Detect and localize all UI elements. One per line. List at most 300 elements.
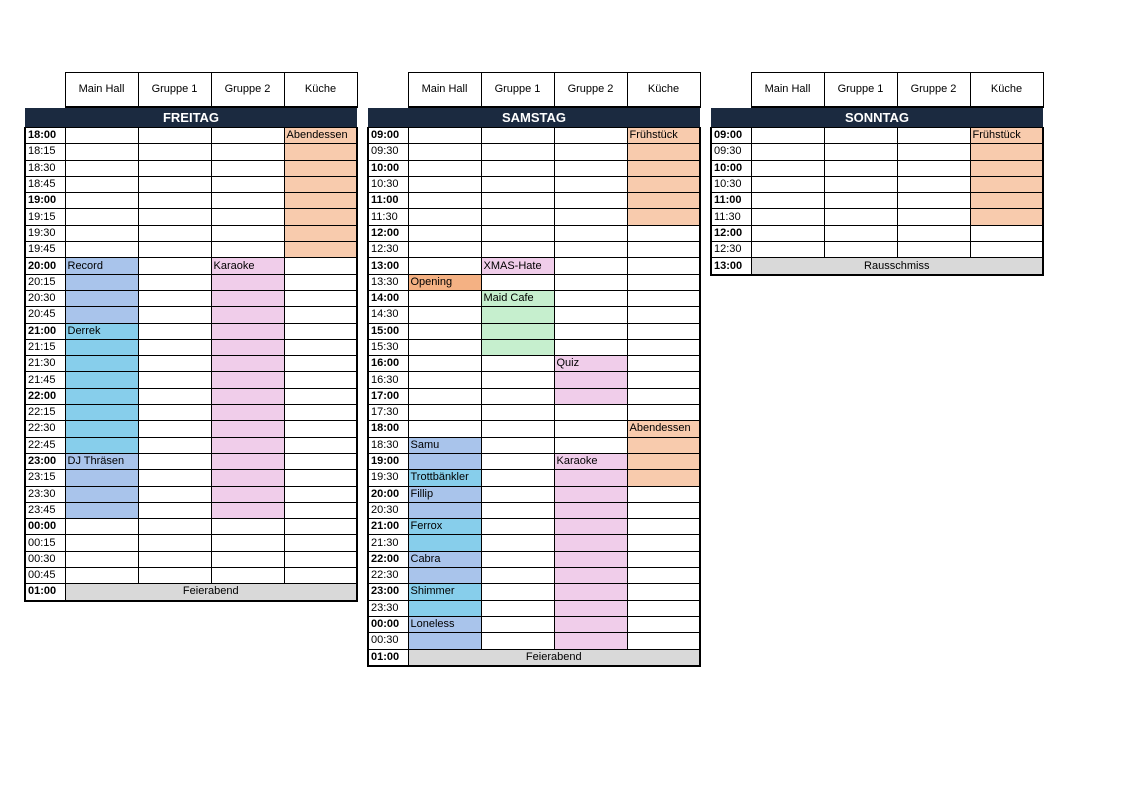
schedule-cell: [481, 584, 554, 600]
time-slot-row: [368, 160, 700, 176]
schedule-samstag: [367, 72, 701, 667]
schedule-cell: [408, 258, 481, 274]
schedule-cell: [284, 323, 357, 339]
schedule-cell: [408, 339, 481, 355]
time-slot-row: [368, 633, 700, 649]
schedule-cell: [554, 274, 627, 290]
schedule-cell: [627, 453, 700, 469]
schedule-cell: [284, 339, 357, 355]
time-slot-row: [368, 290, 700, 306]
time-slot-row: [25, 274, 357, 290]
time-slot-row: [368, 502, 700, 518]
schedule-cell: [824, 225, 897, 241]
column-header: Küche: [627, 73, 700, 108]
schedule-cell: [138, 258, 211, 274]
schedule-cell: [554, 290, 627, 306]
schedule-cell: [627, 502, 700, 518]
schedule-cell: [481, 616, 554, 632]
time-label: 18:15: [25, 144, 65, 160]
schedule-cell: [211, 568, 284, 584]
schedule-cell: [408, 633, 481, 649]
schedule-cell: [481, 144, 554, 160]
schedule-cell: [65, 242, 138, 258]
schedule-cell: [284, 470, 357, 486]
event-label: DJ Thräsen: [65, 453, 138, 469]
time-slot-row: [25, 470, 357, 486]
schedule-cell: [138, 193, 211, 209]
schedule-cell: [554, 551, 627, 567]
schedule-cell: [408, 502, 481, 518]
event-label: Fillip: [408, 486, 481, 502]
schedule-freitag: [24, 72, 358, 602]
schedule-cell: [138, 160, 211, 176]
time-slot-row: [25, 160, 357, 176]
time-label: 15:00: [368, 323, 408, 339]
schedule-cell: [554, 193, 627, 209]
schedule-cell: [627, 584, 700, 600]
schedule-cell: [897, 144, 970, 160]
event-label: Abendessen: [627, 421, 700, 437]
schedule-cell: [481, 486, 554, 502]
schedule-cell: [627, 258, 700, 274]
event-label: Quiz: [554, 356, 627, 372]
time-slot-row: [711, 209, 1043, 225]
time-label: 18:00: [25, 128, 65, 144]
schedule-cell: [65, 274, 138, 290]
time-slot-row: [25, 323, 357, 339]
time-label: 22:45: [25, 437, 65, 453]
schedule-cell: [751, 242, 824, 258]
schedule-cell: [284, 421, 357, 437]
schedule-cell: [138, 128, 211, 144]
schedule-cell: [284, 274, 357, 290]
schedule-cell: [554, 502, 627, 518]
time-slot-row: [25, 128, 357, 144]
schedule-cell: [211, 470, 284, 486]
schedule-cell: [627, 209, 700, 225]
column-header: Main Hall: [751, 73, 824, 108]
event-label: Shimmer: [408, 584, 481, 600]
schedule-cell: [627, 470, 700, 486]
schedule-cell: [970, 242, 1043, 258]
schedule-cell: [408, 356, 481, 372]
time-slot-row: [25, 568, 357, 584]
schedule-cell: [138, 209, 211, 225]
time-label: 11:30: [368, 209, 408, 225]
time-label: 12:00: [711, 225, 751, 241]
schedule-cell: [138, 568, 211, 584]
schedule-cell: [627, 568, 700, 584]
time-slot-row: [25, 242, 357, 258]
time-label: 17:30: [368, 405, 408, 421]
time-label: 12:30: [711, 242, 751, 258]
schedule-cell: [627, 290, 700, 306]
time-slot-row: [711, 193, 1043, 209]
time-slot-row: [25, 307, 357, 323]
schedule-cell: [211, 486, 284, 502]
schedule-cell: [897, 160, 970, 176]
time-label: 11:30: [711, 209, 751, 225]
schedule-cell: [824, 160, 897, 176]
time-label: 01:00: [368, 649, 408, 666]
schedule-cell: [408, 388, 481, 404]
time-label: 23:00: [25, 453, 65, 469]
schedule-cell: [627, 388, 700, 404]
schedule-cell: [284, 258, 357, 274]
schedule-cell: [481, 437, 554, 453]
time-label: 21:30: [25, 356, 65, 372]
schedule-cell: [211, 176, 284, 192]
time-label: 19:45: [25, 242, 65, 258]
time-slot-row: [25, 437, 357, 453]
schedule-cell: [627, 356, 700, 372]
schedule-cell: [211, 372, 284, 388]
schedule-cell: [627, 160, 700, 176]
schedule-cell: [627, 600, 700, 616]
time-label: 18:45: [25, 176, 65, 192]
schedule-cell: [481, 323, 554, 339]
time-label: 23:30: [368, 600, 408, 616]
event-label: Abendessen: [284, 128, 357, 144]
time-slot-row: [25, 584, 357, 601]
schedule-cell: [65, 502, 138, 518]
time-label: 19:30: [368, 470, 408, 486]
schedule-cell: [211, 323, 284, 339]
time-slot-row: [25, 388, 357, 404]
schedule-cell: [897, 176, 970, 192]
schedule-cell: [627, 144, 700, 160]
schedule-cell: [138, 176, 211, 192]
schedule-cell: [627, 323, 700, 339]
schedule-cell: [751, 176, 824, 192]
schedule-cell: [284, 209, 357, 225]
schedule-cell: [65, 128, 138, 144]
schedule-cell: [481, 568, 554, 584]
schedule-cell: [138, 274, 211, 290]
time-label: 23:45: [25, 502, 65, 518]
schedule-cell: [211, 128, 284, 144]
column-header: Gruppe 1: [824, 73, 897, 108]
schedule-cell: [627, 274, 700, 290]
schedule-cell: [970, 144, 1043, 160]
schedule-cell: [824, 128, 897, 144]
schedule-cell: [284, 437, 357, 453]
schedule-cell: [554, 584, 627, 600]
schedule-cell: [627, 405, 700, 421]
schedule-cell: [627, 242, 700, 258]
time-slot-row: [711, 225, 1043, 241]
schedule-cell: [284, 225, 357, 241]
schedule-cell: [65, 486, 138, 502]
schedule-cell: [138, 470, 211, 486]
schedule-cell: [627, 339, 700, 355]
schedule-cell: [627, 437, 700, 453]
time-label: 09:00: [368, 128, 408, 144]
day-title: SONNTAG: [711, 107, 1043, 128]
time-label: 20:45: [25, 307, 65, 323]
schedule-cell: [481, 307, 554, 323]
schedule-cell: [481, 502, 554, 518]
time-slot-row: [368, 616, 700, 632]
schedule-cell: [970, 209, 1043, 225]
time-label: 00:00: [25, 519, 65, 535]
time-slot-row: [25, 290, 357, 306]
schedule-cell: [138, 372, 211, 388]
schedule-cell: [211, 405, 284, 421]
schedule-cell: [284, 193, 357, 209]
time-label: 14:00: [368, 290, 408, 306]
time-label: 20:30: [368, 502, 408, 518]
schedule-cell: [211, 144, 284, 160]
schedule-cell: [211, 225, 284, 241]
event-label: Cabra: [408, 551, 481, 567]
column-header: Küche: [284, 73, 357, 108]
event-label: Samu: [408, 437, 481, 453]
time-slot-row: [368, 242, 700, 258]
schedule-cell: [138, 421, 211, 437]
time-slot-row: [368, 372, 700, 388]
time-label: 22:30: [368, 568, 408, 584]
corner-blank: [368, 73, 408, 108]
schedule-cell: [284, 519, 357, 535]
schedule-cell: [481, 535, 554, 551]
schedule-cell: [824, 193, 897, 209]
schedule-cell: [284, 405, 357, 421]
time-label: 00:30: [25, 551, 65, 567]
schedule-cell: [897, 242, 970, 258]
time-slot-row: [25, 339, 357, 355]
time-label: 20:15: [25, 274, 65, 290]
time-slot-row: [25, 193, 357, 209]
schedule-table: [710, 72, 1044, 276]
schedule-cell: [211, 437, 284, 453]
time-slot-row: [368, 144, 700, 160]
schedule-cell: [408, 160, 481, 176]
time-label: 18:00: [368, 421, 408, 437]
time-slot-row: [711, 160, 1043, 176]
schedule-cell: [408, 323, 481, 339]
time-label: 22:15: [25, 405, 65, 421]
schedule-cell: [554, 421, 627, 437]
time-slot-row: [368, 356, 700, 372]
schedule-cell: [481, 339, 554, 355]
column-header: Gruppe 2: [554, 73, 627, 108]
time-slot-row: [25, 535, 357, 551]
schedule-cell: [284, 356, 357, 372]
schedule-cell: [284, 388, 357, 404]
time-slot-row: [368, 307, 700, 323]
time-slot-row: [368, 323, 700, 339]
time-label: 10:30: [368, 176, 408, 192]
schedule-cell: [138, 339, 211, 355]
schedule-cell: [284, 486, 357, 502]
schedule-cell: [481, 274, 554, 290]
time-slot-row: [368, 600, 700, 616]
schedule-cell: [554, 519, 627, 535]
event-label: Record: [65, 258, 138, 274]
schedule-cell: [481, 421, 554, 437]
time-slot-row: [25, 356, 357, 372]
schedule-cell: [65, 535, 138, 551]
event-label: Derrek: [65, 323, 138, 339]
schedule-cell: [554, 323, 627, 339]
schedule-cell: [824, 209, 897, 225]
column-header: Gruppe 2: [897, 73, 970, 108]
schedule-cell: [554, 633, 627, 649]
schedule-cell: [554, 372, 627, 388]
schedule-cell: [65, 405, 138, 421]
day-title: SAMSTAG: [368, 107, 700, 128]
event-label: Trottbänkler: [408, 470, 481, 486]
schedule-cell: [211, 209, 284, 225]
time-label: 19:15: [25, 209, 65, 225]
schedule-cell: [481, 372, 554, 388]
schedule-cell: [554, 339, 627, 355]
event-label: Frühstück: [627, 128, 700, 144]
schedule-cell: [481, 128, 554, 144]
schedule-cell: [65, 339, 138, 355]
schedule-cell: [554, 388, 627, 404]
time-label: 20:30: [25, 290, 65, 306]
schedule-cell: [65, 290, 138, 306]
schedule-cell: [211, 160, 284, 176]
time-slot-row: [368, 176, 700, 192]
schedule-cell: [481, 356, 554, 372]
time-slot-row: [711, 128, 1043, 144]
time-label: 09:00: [711, 128, 751, 144]
time-slot-row: [711, 258, 1043, 275]
event-label: Loneless: [408, 616, 481, 632]
schedule-cell: [970, 193, 1043, 209]
schedule-cell: [751, 193, 824, 209]
schedule-cell: [138, 225, 211, 241]
schedule-cell: [970, 160, 1043, 176]
schedule-cell: [284, 372, 357, 388]
time-slot-row: [368, 405, 700, 421]
column-header: Main Hall: [65, 73, 138, 108]
corner-blank: [25, 73, 65, 108]
schedule-cell: [408, 290, 481, 306]
schedule-cell: [481, 633, 554, 649]
schedule-cell: [408, 600, 481, 616]
time-label: 00:45: [25, 568, 65, 584]
schedule-cell: [65, 551, 138, 567]
time-slot-row: [25, 144, 357, 160]
event-label: Opening: [408, 274, 481, 290]
schedule-cell: [284, 160, 357, 176]
schedule-cell: [627, 535, 700, 551]
schedule-cell: [627, 551, 700, 567]
schedule-cell: [554, 486, 627, 502]
schedule-cell: [408, 535, 481, 551]
time-label: 20:00: [25, 258, 65, 274]
schedule-cell: [138, 535, 211, 551]
schedule-cell: [65, 470, 138, 486]
time-label: 21:00: [25, 323, 65, 339]
schedule-cell: [65, 160, 138, 176]
schedule-cell: [65, 144, 138, 160]
time-slot-row: [368, 209, 700, 225]
schedule-cell: [284, 453, 357, 469]
schedule-cell: [970, 176, 1043, 192]
schedule-cell: [408, 372, 481, 388]
schedule-cell: [751, 225, 824, 241]
time-slot-row: [711, 176, 1043, 192]
time-slot-row: [25, 176, 357, 192]
time-label: 23:15: [25, 470, 65, 486]
schedule-cell: [138, 502, 211, 518]
time-label: 23:30: [25, 486, 65, 502]
schedule-cell: [554, 176, 627, 192]
time-slot-row: [25, 486, 357, 502]
schedule-cell: [554, 470, 627, 486]
schedule-cell: [481, 209, 554, 225]
schedule-cell: [481, 225, 554, 241]
schedule-cell: [211, 290, 284, 306]
schedule-cell: [138, 388, 211, 404]
schedule-cell: [554, 209, 627, 225]
schedule-cell: [284, 535, 357, 551]
schedule-cell: [284, 290, 357, 306]
schedule-cell: [554, 405, 627, 421]
event-label: XMAS-Hate: [481, 258, 554, 274]
schedule-cell: [627, 225, 700, 241]
schedule-cell: [554, 160, 627, 176]
time-label: 11:00: [711, 193, 751, 209]
schedule-cell: [824, 242, 897, 258]
schedule-cell: [138, 486, 211, 502]
schedule-cell: [554, 225, 627, 241]
time-label: 15:30: [368, 339, 408, 355]
schedule-cell: [481, 405, 554, 421]
schedule-cell: [481, 519, 554, 535]
schedule-cell: [408, 176, 481, 192]
time-label: 19:00: [25, 193, 65, 209]
time-slot-row: [25, 519, 357, 535]
schedule-cell: [211, 453, 284, 469]
schedule-table: [367, 72, 701, 667]
schedule-cell: [627, 486, 700, 502]
time-slot-row: [368, 568, 700, 584]
schedule-cell: [897, 128, 970, 144]
schedule-cell: [138, 453, 211, 469]
time-slot-row: [25, 453, 357, 469]
schedule-cell: [284, 144, 357, 160]
event-label: Maid Cafe: [481, 290, 554, 306]
time-slot-row: [25, 551, 357, 567]
schedule-cell: [554, 242, 627, 258]
schedule-cell: [897, 209, 970, 225]
schedule-cell: [481, 551, 554, 567]
time-label: 10:00: [368, 160, 408, 176]
schedule-cell: [554, 144, 627, 160]
schedule-cell: [65, 225, 138, 241]
schedule-cell: [897, 225, 970, 241]
column-header: Gruppe 1: [481, 73, 554, 108]
time-slot-row: [25, 209, 357, 225]
schedule-cell: [211, 193, 284, 209]
time-label: 18:30: [25, 160, 65, 176]
time-slot-row: [25, 372, 357, 388]
schedule-cell: [211, 388, 284, 404]
schedule-cell: [408, 421, 481, 437]
time-label: 17:00: [368, 388, 408, 404]
schedule-cell: [284, 307, 357, 323]
schedule-cell: [408, 568, 481, 584]
schedule-cell: [65, 437, 138, 453]
event-label: Ferrox: [408, 519, 481, 535]
time-slot-row: [368, 551, 700, 567]
